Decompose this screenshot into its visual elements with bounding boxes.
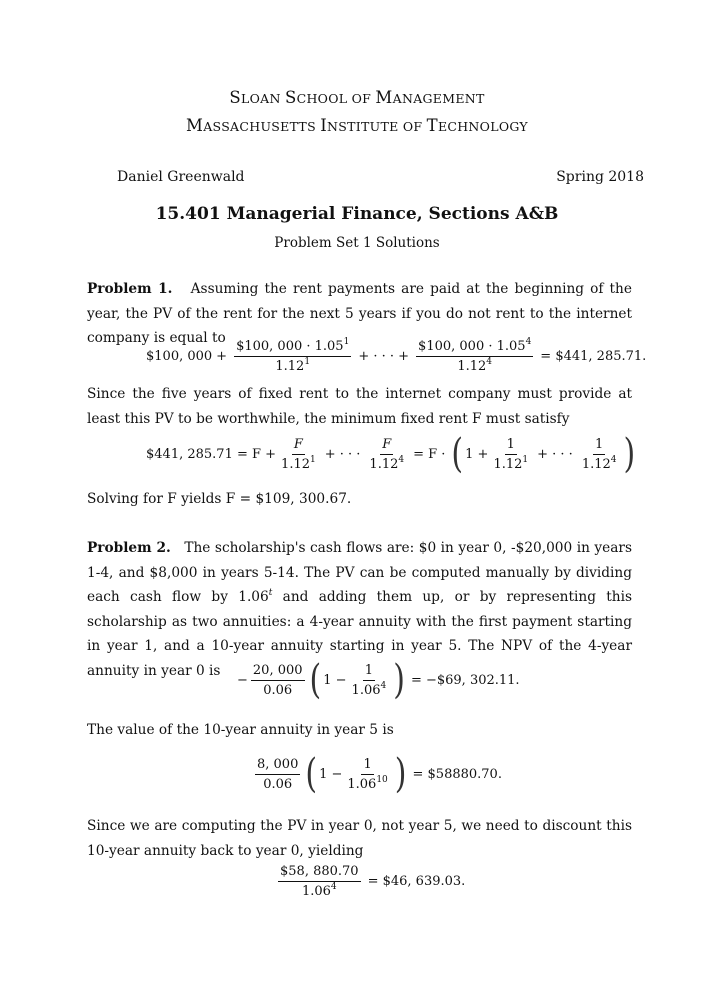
right-paren: )	[623, 430, 636, 478]
eq3-one: 1 −	[323, 673, 347, 688]
eq4-one: 1 −	[319, 767, 343, 782]
author-name: Daniel Greenwald	[117, 169, 245, 185]
eq1-result: = $441, 285.71.	[540, 349, 647, 364]
left-paren: (	[451, 430, 464, 478]
equation-pv-rent: $100, 000 + $\frac{\$100, 000 \cdot 1.05^1}{1.12^1}$ + · · · + $\frac{\$100, 000 \cdot 1.05^4}{1.12^4}$ = $441, 285.71.	[146, 337, 647, 374]
eq3-result: = −$69, 302.11.	[410, 673, 520, 688]
school-name: SLOAN SCHOOL OF MANAGEMENT	[229, 88, 485, 107]
institute-name: MASSACHUSETTS INSTITUTE OF TECHNOLOGY	[186, 116, 528, 135]
left-paren: (	[309, 656, 322, 704]
eq1-dots: + · · · +	[358, 349, 410, 364]
problem-2-label: Problem 2.	[87, 540, 171, 556]
problem-1-solution: Solving for F yields F = $109, 300.67.	[87, 491, 352, 507]
equation-discounted-annuity	[275, 864, 469, 899]
eq2-fraction-3: $\frac{1}{1.12^1}$	[493, 437, 529, 472]
eq5-result: = $46, 639.03.	[367, 874, 466, 889]
problem-1-intro-text: Assuming the rent payments are paid at the beginning of the year, the PV of the rent for the next 5 years if you do not rent to the internet company is equal to	[87, 281, 632, 346]
eq4-result: = $58880.70.	[412, 767, 502, 782]
problem-1-label: Problem 1.	[87, 281, 173, 297]
problem-set-subtitle: Problem Set 1 Solutions	[274, 235, 440, 251]
eq3-fraction-2: $\frac{1}{1.06^4}$	[351, 663, 387, 698]
eq1-fraction-2: $\frac{\$100, 000 \cdot 1.05^4}{1.12^4}$	[418, 337, 532, 374]
right-paren: )	[393, 656, 405, 704]
eq2-dots-2: + · · ·	[537, 447, 573, 462]
eq4-fraction-2: $\frac{1}{1.06^{10}}$	[347, 757, 388, 792]
term-label: Spring 2018	[556, 169, 644, 185]
problem-2-intro-text: The scholarship's cash flows are: $0 in year 0, -$20,000 in years 1-4, and $8,000 in years 5-14. The PV can be computed manually by dividing each cash flow by 1.06	[87, 540, 632, 605]
equation-4yr-annuity	[237, 656, 524, 704]
eq2-fraction-1: $\frac{F}{1.12^1}$	[281, 437, 316, 472]
eq2-fraction-2: $\frac{F}{1.12^4}$	[369, 437, 405, 472]
eq3-fraction-1: $\frac{20, 000}{0.06}$	[252, 663, 303, 698]
problem-2-intro-text-2: and adding them up, or by representing this scholarship as two annuities: a 4-year annuity with the first payment starting in year 1, and a 10-year annuity starting in year 5. The NPV of the 4-year annuity in year 0 is	[87, 589, 632, 679]
eq2-dots: + · · ·	[324, 447, 361, 462]
eq4-fraction-1: $\frac{8, 000}{0.06}$	[257, 757, 299, 792]
eq2-one: 1 +	[465, 447, 489, 462]
problem-2-text-3: Since we are computing the PV in year 0, not year 5, we need to discount this 10-year annuity back to year 0, yielding	[87, 818, 632, 859]
eq2-fraction-4: $\frac{1}{1.12^4}$	[581, 437, 617, 472]
eq1-lead: $100, 000	[146, 349, 213, 364]
eq3-minus: −	[237, 673, 248, 688]
problem-2-intro: Problem 2. The scholarship's cash flows are: $0 in year 0, -$20,000 in years 1-4, and $8,000 in years 5-14. The PV can be computed manually by dividing each cash flow by 1.06$^t$ and adding them up, or by representing this scholarship as two annuities: a 4-year annuity with the first payment starting in year 1, and a 10-year annuity starting in year 5. The NPV of the 4-year annuity in year 0 is	[87, 540, 632, 679]
eq5-fraction: $\frac{\$58, 880.70}{1.06^4}$	[280, 864, 359, 899]
course-title: 15.401 Managerial Finance, Sections A&B	[155, 204, 559, 224]
equation-fixed-rent	[146, 430, 637, 478]
eq2-lead: $441, 285.71 = F +	[146, 447, 277, 462]
equation-10yr-annuity	[252, 750, 506, 798]
eq2-mid: = F ·	[413, 447, 446, 462]
left-paren: (	[305, 750, 318, 798]
right-paren: )	[394, 750, 407, 798]
eq1-fraction-1: $\frac{\$100, 000 \cdot 1.05^1}{1.12^1}$	[236, 337, 350, 374]
problem-2-text-2: The value of the 10-year annuity in year 5 is	[87, 722, 394, 738]
problem-1-middle: Since the five years of fixed rent to the internet company must provide at least this PV to be worthwhile, the minimum fixed rent F must satisfy	[87, 386, 632, 427]
